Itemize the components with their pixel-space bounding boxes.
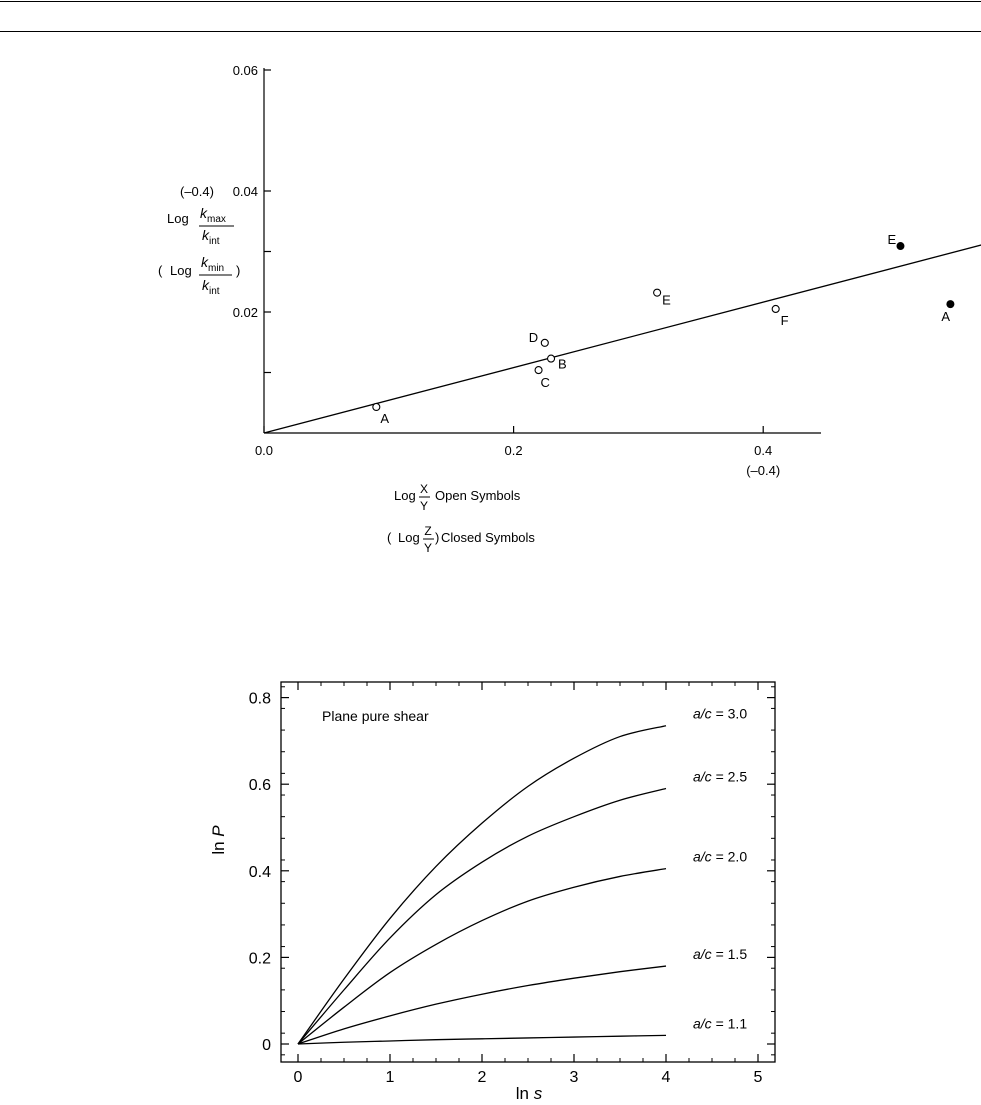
y-tick-label: 0.06: [232, 63, 258, 78]
closed-point-e: [896, 242, 904, 250]
y-label-prefix: (–0.4): [180, 184, 214, 199]
chart2-annotation: Plane pure shear: [322, 708, 429, 724]
y-label-log-1: Log: [167, 211, 189, 226]
series-label-2: a/c = 2.0: [693, 848, 748, 865]
x-tick-label: 0.4: [754, 443, 773, 458]
open-point-label-d: D: [528, 329, 539, 345]
x-tick-label: 4: [661, 1069, 671, 1086]
closed-point-a: [946, 300, 954, 308]
y-tick-label: 0.8: [248, 690, 271, 708]
open-point-label-f: F: [780, 312, 789, 328]
chart1-fit-line: [264, 152, 981, 433]
series-line-0: [298, 726, 666, 1044]
regression-line: [264, 152, 981, 433]
x-tick-label: 1: [385, 1069, 395, 1086]
chart1-points: [373, 139, 981, 426]
open-point-a: [373, 403, 380, 410]
x-label-numerator-closed: Z: [424, 524, 432, 538]
chart2-y-axis-label: ln P: [209, 825, 228, 855]
chart2-frame: [249, 682, 775, 1086]
open-point-d: [541, 339, 548, 346]
x-tick-label: 0.2: [504, 443, 523, 458]
y-tick-label: 0.02: [232, 305, 258, 320]
y-tick-label: 0.4: [248, 863, 271, 881]
x-label-denominator-closed: Y: [423, 541, 433, 555]
y-tick-label: 0.2: [248, 950, 271, 968]
y-label-k-int-2: $k_{int}$: [202, 277, 220, 297]
series-label-1: a/c = 2.5: [693, 768, 748, 785]
x-tick-alt-label: (–0.4): [746, 463, 781, 478]
x-tick-label: 0: [293, 1069, 303, 1086]
chart1-y-axis-label: [158, 184, 240, 297]
x-label-log-closed: Log: [398, 530, 420, 545]
chart2-x-axis-label: ln s: [515, 1084, 543, 1103]
open-point-e: [654, 289, 661, 296]
y-tick-label: 0.6: [248, 777, 271, 795]
x-label-close-paren: ): [435, 530, 440, 545]
y-tick-label: 0: [262, 1037, 271, 1054]
y-label-k-int-1: $k_{int}$: [202, 227, 220, 247]
chart2-series-labels: [693, 706, 747, 1032]
closed-point-label-e: E: [887, 232, 897, 248]
series-line-4: [298, 1035, 666, 1044]
x-tick-label: 3: [569, 1069, 579, 1086]
x-tick-label: 0.0: [254, 443, 274, 458]
series-label-4: a/c = 1.1: [693, 1015, 748, 1032]
x-label-numerator-open: X: [419, 482, 429, 496]
chart1-x-axis-label: [387, 482, 535, 555]
y-label-log-2: Log: [170, 263, 192, 278]
chart1-axes: [233, 63, 981, 478]
x-tick-label: 5: [753, 1069, 763, 1086]
y-label-open-paren: (: [158, 263, 163, 278]
x-label-log-open: Log: [394, 488, 416, 503]
open-point-label-a: A: [380, 410, 389, 426]
x-tick-label: 2: [477, 1069, 487, 1086]
open-point-label-b: B: [558, 356, 567, 372]
chart2-series-lines: [298, 726, 666, 1044]
y-label-close-paren: ): [236, 263, 241, 278]
closed-point-label-a: A: [941, 309, 951, 325]
series-line-2: [298, 869, 666, 1044]
open-point-c: [535, 367, 542, 374]
x-label-closed-symbols: Closed Symbols: [441, 530, 535, 545]
x-label-denominator-open: Y: [419, 499, 429, 513]
series-label-3: a/c = 1.5: [693, 946, 748, 963]
series-line-3: [298, 966, 666, 1044]
open-point-b: [548, 355, 555, 362]
open-point-f: [772, 305, 779, 312]
x-label-open-symbols: Open Symbols: [435, 488, 521, 503]
series-label-0: a/c = 3.0: [693, 705, 748, 722]
y-label-k-max: $k_{max}$: [200, 205, 226, 225]
y-label-k-min: $k_{min}$: [201, 254, 225, 274]
open-point-label-c: C: [540, 375, 550, 391]
x-label-open-paren: (: [387, 530, 392, 545]
y-tick-label: 0.04: [232, 184, 258, 199]
plot-frame: [281, 682, 775, 1062]
series-line-1: [298, 789, 666, 1044]
open-point-label-e: E: [662, 292, 671, 308]
